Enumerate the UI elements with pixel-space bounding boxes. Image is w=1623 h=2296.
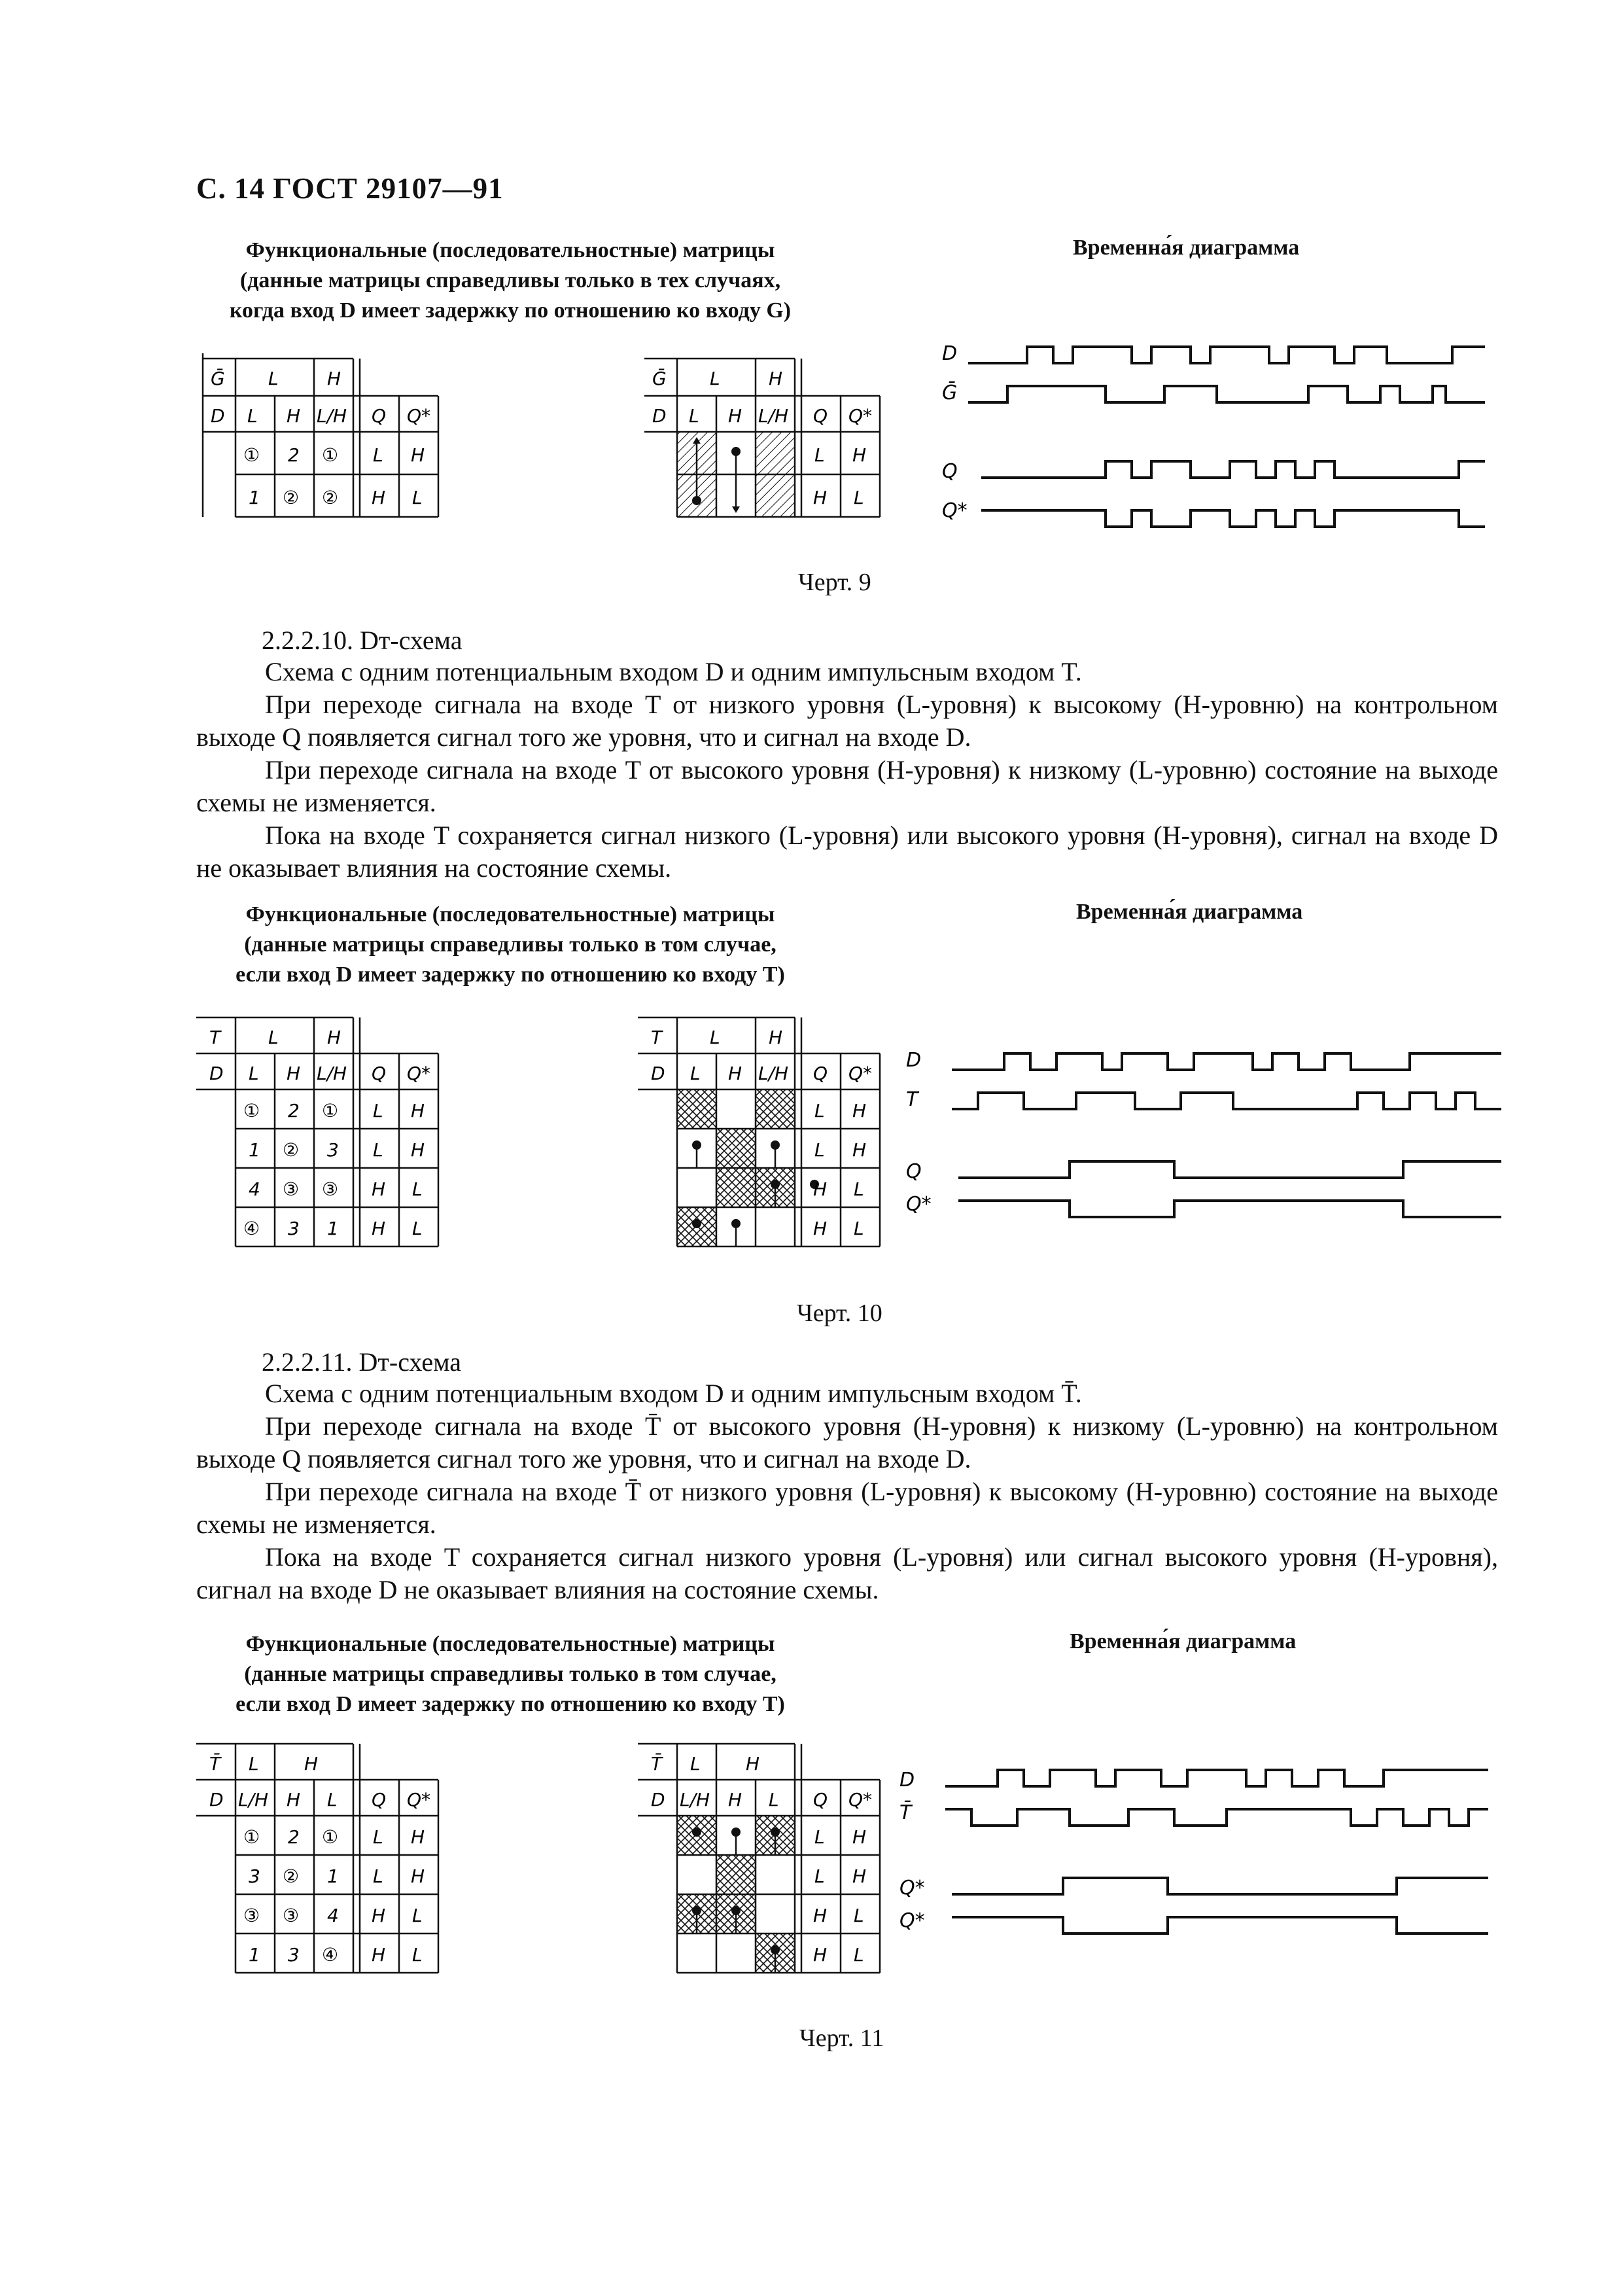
fig11-title-line2: (данные матрицы справедливы только в том случае,: [244, 1662, 777, 1686]
fig9-title-line1: Функциональные (последовательностные) матрицы: [245, 238, 775, 262]
svg-text:Q: Q: [372, 1063, 387, 1084]
svg-text:D: D: [209, 1063, 224, 1084]
svg-text:L: L: [373, 1865, 383, 1887]
svg-text:Ḡ: Ḡ: [652, 368, 667, 389]
svg-text:H: H: [769, 1027, 783, 1048]
svg-text:L/H: L/H: [758, 1063, 789, 1084]
svg-text:2: 2: [288, 1826, 300, 1848]
svg-text:L: L: [327, 1789, 338, 1810]
svg-text:L/H: L/H: [680, 1789, 710, 1810]
svg-text:1: 1: [249, 1944, 260, 1966]
fig11-sig-d: D: [899, 1769, 915, 1792]
svg-text:L: L: [373, 444, 383, 466]
svg-text:D: D: [651, 1789, 665, 1810]
s10-p4: Пока на входе T сохраняется сигнал низкого (L-уровня) или высокого уровня (H-уровня), сигнал на входе D не оказывает влияния на состояние схемы.: [196, 821, 1498, 883]
fig10-title-line2: (данные матрицы справедливы только в том случае,: [244, 932, 777, 957]
svg-text:H: H: [411, 444, 425, 466]
svg-text:H: H: [813, 487, 828, 508]
fig11-matrix-title: [183, 1629, 837, 1720]
svg-text:Q: Q: [813, 405, 828, 427]
svg-text:Q: Q: [372, 405, 387, 427]
svg-text:H: H: [372, 1218, 386, 1239]
svg-text:①: ①: [322, 1100, 339, 1122]
section-2-2-2-11-body: [196, 1377, 1498, 1606]
svg-text:L: L: [412, 1944, 423, 1966]
fig10-timing-title: Временна́я диаграмма: [1076, 900, 1303, 924]
svg-text:Q*: Q*: [407, 1789, 431, 1810]
svg-text:L: L: [689, 405, 699, 427]
svg-text:1: 1: [249, 487, 260, 508]
fig9-sig-qstar: Q*: [942, 499, 968, 522]
svg-text:Q: Q: [372, 1789, 387, 1810]
fig10-sig-q: Q: [906, 1160, 922, 1183]
fig11-caption: Черт. 11: [799, 2024, 884, 2052]
svg-text:①: ①: [322, 1826, 339, 1848]
fig10-timing-diagram: [906, 1034, 1508, 1237]
svg-text:1: 1: [327, 1218, 339, 1239]
svg-text:H: H: [327, 1027, 341, 1048]
svg-text:L/H: L/H: [317, 405, 347, 427]
svg-text:③: ③: [283, 1905, 300, 1926]
fig11-wave-tbar: [945, 1809, 1488, 1826]
svg-text:H: H: [728, 1063, 742, 1084]
svg-text:Q*: Q*: [407, 1063, 431, 1084]
fig9-title-line2: (данные матрицы справедливы только в тех случаях,: [239, 268, 781, 292]
fig9-title-line3: когда вход D имеет задержку по отношению ко входу G): [229, 298, 792, 323]
fig10-wave-t: [952, 1093, 1501, 1109]
fig11-wave-d: [945, 1770, 1488, 1786]
svg-text:H: H: [287, 1789, 301, 1810]
svg-text:L: L: [814, 1100, 825, 1122]
svg-text:①: ①: [243, 444, 260, 466]
fig9-sig-d: D: [942, 342, 958, 365]
svg-text:L: L: [249, 1063, 259, 1084]
svg-text:L: L: [412, 1178, 423, 1200]
fig10-sig-t: T: [906, 1088, 918, 1111]
svg-text:L/H: L/H: [317, 1063, 347, 1084]
svg-text:L: L: [412, 1905, 423, 1926]
fig10-caption: Черт. 10: [797, 1299, 882, 1327]
fig11-right-matrix: [638, 1744, 880, 1973]
fig11-title-line3: если вход D имеет задержку по отношению ко входу T): [236, 1692, 785, 1716]
svg-text:H: H: [852, 1100, 867, 1122]
svg-text:H: H: [852, 1139, 867, 1161]
svg-text:H: H: [372, 1944, 386, 1966]
svg-text:L: L: [854, 1905, 864, 1926]
fig11-wave-q2: [952, 1917, 1488, 1934]
svg-text:③: ③: [243, 1905, 260, 1926]
fig9-sig-q: Q: [942, 460, 958, 483]
svg-text:H: H: [769, 368, 783, 389]
svg-text:L: L: [814, 1139, 825, 1161]
svg-text:H: H: [411, 1865, 425, 1887]
svg-text:H: H: [813, 1905, 828, 1926]
svg-text:L: L: [373, 1826, 383, 1848]
svg-text:③: ③: [283, 1178, 300, 1200]
s11-p2: При переходе сигнала на входе T̄ от высокого уровня (H-уровня) к низкому (L-уровню) на контрольном выходе Q появляется сигнал того же уровня, что и сигнал на входе D.: [196, 1411, 1498, 1474]
fig10-title-line3: если вход D имеет задержку по отношению ко входу T): [236, 963, 785, 987]
svg-text:H: H: [852, 1826, 867, 1848]
svg-text:T̄: T̄: [209, 1753, 221, 1775]
svg-text:L: L: [710, 1027, 720, 1048]
svg-text:L: L: [412, 487, 423, 508]
svg-text:1: 1: [249, 1139, 260, 1161]
section-2-2-2-10-title: 2.2.2.10. Dт-схема: [262, 626, 462, 655]
svg-text:H: H: [372, 1178, 386, 1200]
svg-text:D: D: [211, 405, 225, 427]
svg-text:L: L: [690, 1063, 701, 1084]
svg-text:③: ③: [322, 1178, 339, 1200]
fig9-matrix-title: [183, 236, 837, 326]
svg-text:Q: Q: [813, 1789, 828, 1810]
svg-text:T: T: [651, 1027, 663, 1048]
svg-text:4: 4: [249, 1178, 260, 1200]
svg-text:Q*: Q*: [848, 405, 873, 427]
svg-text:L: L: [247, 405, 258, 427]
svg-text:H: H: [728, 405, 742, 427]
svg-text:L: L: [690, 1753, 701, 1775]
svg-text:H: H: [728, 1789, 742, 1810]
svg-text:4: 4: [327, 1905, 339, 1926]
svg-text:2: 2: [288, 444, 300, 466]
svg-text:②: ②: [283, 487, 300, 508]
svg-text:L/H: L/H: [238, 1789, 269, 1810]
svg-text:H: H: [372, 487, 386, 508]
svg-text:3: 3: [288, 1218, 300, 1239]
s10-p1: Схема с одним потенциальным входом D и одним импульсным входом T.: [265, 657, 1082, 686]
svg-text:④: ④: [322, 1944, 339, 1966]
svg-text:H: H: [327, 368, 341, 389]
fig9-sig-g: Ḡ: [942, 381, 958, 404]
svg-text:H: H: [411, 1826, 425, 1848]
svg-text:H: H: [411, 1139, 425, 1161]
s11-p4: Пока на входе T сохраняется сигнал низкого уровня (L-уровня) или сигнал высокого уровня (H-уровня), сигнал на входе D не оказывает влияния на состояние схемы.: [196, 1542, 1498, 1604]
svg-text:L: L: [854, 1178, 864, 1200]
fig10-sig-qstar: Q*: [906, 1193, 932, 1216]
svg-text:T̄: T̄: [651, 1753, 663, 1775]
fig9-caption: Черт. 9: [798, 569, 871, 596]
svg-text:②: ②: [322, 487, 339, 508]
svg-text:H: H: [304, 1753, 319, 1775]
svg-text:H: H: [813, 1944, 828, 1966]
svg-text:1: 1: [327, 1865, 339, 1887]
fig11-title-line1: Функциональные (последовательностные) матрицы: [245, 1632, 775, 1656]
svg-text:H: H: [852, 1865, 867, 1887]
fig11-matrices: [196, 1744, 883, 1992]
section-2-2-2-10-body: [196, 656, 1498, 885]
svg-text:L: L: [854, 487, 864, 508]
svg-text:D: D: [209, 1789, 224, 1810]
svg-text:Q*: Q*: [848, 1063, 873, 1084]
svg-text:H: H: [813, 1178, 828, 1200]
svg-text:T: T: [209, 1027, 221, 1048]
svg-text:D: D: [651, 1063, 665, 1084]
svg-text:①: ①: [243, 1826, 260, 1848]
svg-text:Q: Q: [813, 1063, 828, 1084]
fig9-right-matrix: [644, 359, 880, 517]
fig10-wave-q: [958, 1161, 1501, 1178]
s10-p3: При переходе сигнала на входе T от высокого уровня (H-уровня) к низкому (L-уровню) состояние на выходе схемы не изменяется.: [196, 755, 1498, 817]
svg-text:3: 3: [288, 1944, 300, 1966]
svg-text:L: L: [814, 1826, 825, 1848]
fig9-matrices: [196, 353, 873, 537]
svg-text:H: H: [411, 1100, 425, 1122]
svg-text:H: H: [852, 444, 867, 466]
svg-text:L: L: [854, 1944, 864, 1966]
fig11-sig-q2: Q*: [899, 1909, 925, 1932]
svg-text:H: H: [813, 1218, 828, 1239]
s11-p1: Схема с одним потенциальным входом D и одним импульсным входом T̄.: [265, 1379, 1082, 1408]
fig11-sig-tbar: T̄: [899, 1801, 912, 1824]
svg-text:L: L: [412, 1218, 423, 1239]
fig9-left-matrix-grid: [196, 353, 438, 517]
fig10-matrix-title: [183, 900, 837, 990]
svg-text:2: 2: [288, 1100, 300, 1122]
fig10-wave-qstar: [958, 1201, 1501, 1217]
svg-text:H: H: [372, 1905, 386, 1926]
svg-text:①: ①: [243, 1100, 260, 1122]
fig10-right-matrix: [638, 1017, 880, 1246]
svg-text:Q*: Q*: [407, 405, 431, 427]
svg-text:②: ②: [283, 1865, 300, 1887]
fig10-title-line1: Функциональные (последовательностные) матрицы: [245, 902, 775, 927]
svg-text:3: 3: [327, 1139, 339, 1161]
svg-text:L: L: [710, 368, 720, 389]
svg-text:L: L: [373, 1100, 383, 1122]
fig9-wave-g: [968, 386, 1485, 402]
svg-text:L: L: [249, 1753, 259, 1775]
svg-text:L: L: [854, 1218, 864, 1239]
fig11-sig-q1: Q*: [899, 1877, 925, 1899]
fig9-ctrl-label: Ḡ: [211, 368, 225, 389]
s11-p3: При переходе сигнала на входе T̄ от низкого уровня (L-уровня) к высокому (H-уровню) состояние на выходе схемы не изменяется.: [196, 1477, 1498, 1539]
svg-text:④: ④: [243, 1218, 260, 1239]
svg-text:H: H: [287, 1063, 301, 1084]
svg-text:H: H: [287, 405, 301, 427]
s10-p2: При переходе сигнала на входе T от низкого уровня (L-уровня) к высокому (H-уровню) на контрольном выходе Q появляется сигнал того же уровня, что и сигнал на входе D.: [196, 690, 1498, 752]
svg-text:L: L: [268, 368, 279, 389]
svg-text:H: H: [746, 1753, 760, 1775]
fig9-timing-title: Временна́я диаграмма: [1073, 236, 1300, 260]
section-2-2-2-11-title: 2.2.2.11. Dт-схема: [262, 1347, 461, 1377]
fig10-wave-d: [952, 1053, 1501, 1070]
svg-text:3: 3: [249, 1865, 260, 1887]
svg-text:L: L: [268, 1027, 279, 1048]
svg-text:①: ①: [322, 444, 339, 466]
svg-text:D: D: [652, 405, 667, 427]
svg-text:L: L: [769, 1789, 779, 1810]
fig9-wave-qstar: [981, 510, 1485, 527]
svg-text:L: L: [814, 444, 825, 466]
svg-text:L/H: L/H: [758, 405, 789, 427]
svg-text:②: ②: [283, 1139, 300, 1161]
svg-text:Q*: Q*: [848, 1789, 873, 1810]
svg-text:L: L: [814, 1865, 825, 1887]
fig9-timing-diagram: [942, 327, 1485, 550]
page-header: С. 14 ГОСТ 29107—91: [196, 172, 504, 205]
fig11-timing-diagram: [899, 1754, 1501, 1956]
fig9-wave-q: [981, 461, 1485, 478]
fig11-wave-q1: [952, 1878, 1488, 1894]
fig11-timing-title: Временна́я диаграмма: [1070, 1629, 1297, 1653]
svg-text:L: L: [373, 1139, 383, 1161]
fig10-sig-d: D: [906, 1049, 922, 1072]
fig10-matrices: [196, 1017, 883, 1266]
fig9-wave-d: [968, 347, 1485, 363]
